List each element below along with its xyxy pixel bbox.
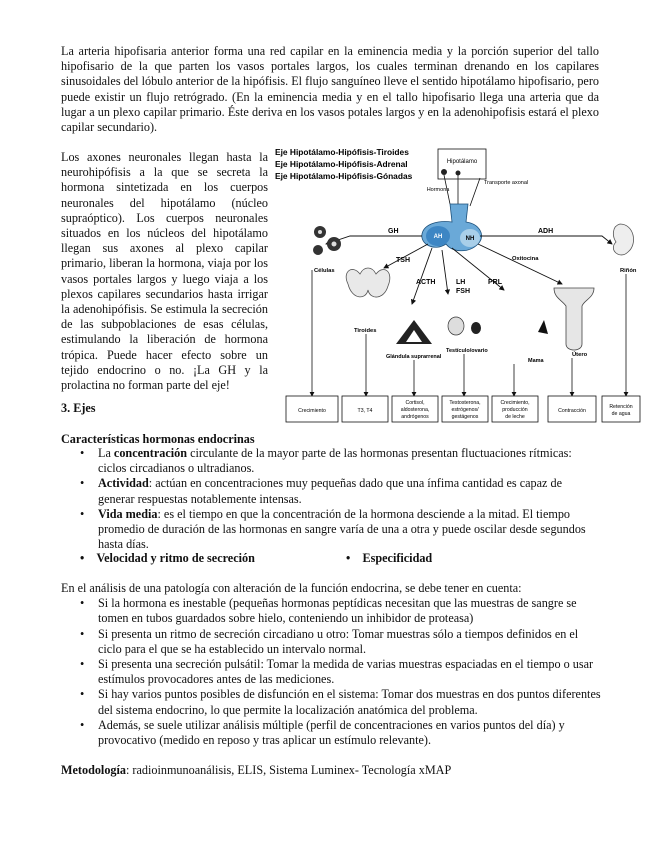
uterus-icon bbox=[554, 288, 594, 350]
prl-label: PRL bbox=[488, 279, 502, 286]
effect-box-label: Testosterona, bbox=[449, 400, 481, 406]
cells-label: Células bbox=[314, 268, 335, 274]
thyroid-icon bbox=[346, 268, 390, 297]
effect-box-label: gestágenos bbox=[451, 414, 479, 420]
oxytocin-label: Oxitocina bbox=[512, 256, 539, 262]
effect-box-label: aldosterona, bbox=[400, 407, 430, 413]
testis-ovary-label: Testículo/ovario bbox=[446, 348, 488, 354]
kidney-label: Riñón bbox=[620, 268, 637, 274]
legend-adrenal: Eje Hipotálamo-Hipófisis-Adrenal bbox=[275, 159, 408, 169]
axonal-transport-label: Transporte axonal bbox=[484, 180, 529, 186]
list-item: • Además, se suele utilizar análisis múltiple (perfil de concentraciones en varios puntos del día) y provocativo (medido en reposo y tras aplicar un estímulo relevante). bbox=[80, 717, 565, 748]
list-item: • Si presenta un ritmo de secreción circadiano u otro: Tomar muestras sólo a tiempos definidos en el ciclo para el que se ha establecido un intervalo normal. bbox=[80, 626, 579, 656]
intro-paragraph: La arteria hipofisaria anterior forma una red capilar en la eminencia media y la porción superior del tallo hipofisario de la que parten los vasos portales largos, los cuales terminan drenando en los capilares sinusoidales del lóbulo anterior de la hipófisis. El flujo sanguíneo lleve el sentido hipotálamo hipofisario, pero puede existir un flujo retrógrado. (En la eminencia media y en el tallo hipofisario llega una arteria que da lugar a un plexo capilar primario. Éste deriva en los vasos potales largos y en la adenohipofisis estará el plexo capilar secundario). bbox=[61, 44, 599, 135]
oxytocin-arrow bbox=[478, 244, 562, 284]
cells-icon bbox=[313, 226, 341, 255]
fsh-label: FSH bbox=[456, 288, 470, 295]
breast-label: Mama bbox=[528, 358, 544, 364]
effect-box-label: de agua bbox=[611, 411, 631, 417]
kidney-icon bbox=[613, 224, 633, 255]
ah-label: AH bbox=[433, 234, 443, 240]
hypothalamus-label: Hipotálamo bbox=[446, 159, 478, 165]
list-item: • Actividad: actúan en concentraciones muy pequeñas dado que una ínfima cantidad es capaz de generar respuestas notablemente intensas. bbox=[80, 476, 562, 506]
thyroid-label: Tiroides bbox=[354, 328, 377, 334]
effect-box-label: T3, T4 bbox=[357, 408, 373, 414]
adh-label: ADH bbox=[538, 228, 554, 235]
gh-label: GH bbox=[388, 228, 399, 235]
neuron-paragraph: Los axones neuronales llegan hasta la neurohipófisis a la que se secreta la hormona sintetizada en los cuerpos neuronales del hipotálamo (núcleo supraóptico). Los cuerpos neuronales situados en los núcleos del hipotálamo llegan sus axones al plexo capilar primario, liberan la hormona, viaja por los vasos portales largos y luego viaja a los plexos capilares secundarios hasta irrigar la adenohipófisis. Se estimula la secreción de las subpoblaciones de esas células, estimulando la liberación de hormona trópica. Puede hacer efecto sobre un tejido endocrino o no. ¡La GH y la prolactina no forman parte del eje! bbox=[61, 150, 268, 393]
lh-label: LH bbox=[456, 279, 466, 286]
testis-ovary-icon bbox=[448, 317, 481, 335]
analysis-intro: En el análisis de una patología con alteración de la función endocrina, se debe tener en cuenta: bbox=[61, 581, 522, 595]
effect-box-label: de leche bbox=[505, 414, 525, 420]
effect-box-label: Crecimiento bbox=[298, 408, 326, 414]
acth-label: ACTH bbox=[416, 279, 436, 286]
effect-box-label: andrógenos bbox=[401, 414, 429, 420]
effect-boxes bbox=[286, 396, 640, 422]
adh-arrow bbox=[480, 236, 612, 244]
effect-box-label: Retención bbox=[609, 404, 633, 410]
analysis-section bbox=[61, 581, 601, 748]
effect-box-label: Cortisol, bbox=[405, 400, 425, 406]
list-item: • Velocidad y ritmo de secreción bbox=[80, 551, 255, 565]
list-item: • La concentración circulante de la mayor parte de las hormonas presentan fluctuaciones rítmicas: ciclos circadianos o ultradianos. bbox=[80, 446, 572, 476]
effect-box-label: Contracción bbox=[558, 408, 586, 414]
effect-box-label: estrógenos/ bbox=[451, 407, 479, 413]
hormone-label: Hormona bbox=[426, 187, 450, 193]
breast-icon bbox=[538, 320, 548, 334]
analysis-list bbox=[61, 596, 601, 748]
adrenal-gland-label: Glándula suprarrenal bbox=[386, 354, 442, 360]
tsh-arrow bbox=[384, 244, 428, 268]
characteristics-title: Características hormonas endocrinas bbox=[61, 432, 255, 446]
characteristics-list bbox=[80, 446, 601, 552]
list-item: • Si presenta una secreción pulsátil: Tomar la medida de varias muestras espaciadas en el tiempo o usar estímulos provocadores antes de las mediciones. bbox=[80, 657, 594, 687]
nh-label: NH bbox=[465, 236, 475, 242]
hypothalamus-pituitary-figure bbox=[272, 144, 642, 426]
uterus-label: Útero bbox=[572, 352, 588, 358]
pituitary-icon bbox=[422, 204, 482, 251]
legend-gonadal: Eje Hipotálamo-Hipófisis-Gónadas bbox=[275, 171, 413, 181]
legend-thyroid: Eje Hipotálamo-Hipófisis-Tiroides bbox=[275, 147, 409, 157]
lh-fsh-arrow bbox=[442, 250, 448, 294]
list-item: • Especificidad bbox=[346, 551, 433, 565]
list-item: • Vida media: es el tiempo en que la concentración de la hormona desciende a la mitad. El tiempo promedio de duración de las hormonas en sangre varía de una a otra y puede oscilar desde segundos hasta días. bbox=[80, 506, 586, 552]
effect-box-label: Crecimiento, bbox=[500, 400, 530, 406]
tsh-label: TSH bbox=[396, 257, 410, 264]
acth-arrow bbox=[412, 248, 432, 304]
section-heading: 3. Ejes bbox=[61, 401, 96, 415]
adrenal-gland-icon bbox=[396, 320, 432, 344]
effect-box-label: producción bbox=[502, 407, 528, 413]
list-item: • Si hay varios puntos posibles de disfunción en el sistema: Tomar dos muestras en dos puntos diferentes del sistema endocrino, lo que permite la localización anatómica del problema. bbox=[80, 687, 601, 717]
list-item: • Si la hormona es inestable (pequeñas hormonas peptídicas necesitan que las muestras de sangre se tomen en tubos guardados sobre hielo, conteniendo un inhibidor de proteasa) bbox=[80, 596, 577, 626]
methodology-line: Metodología: radioinmunoanálisis, ELIS, Sistema Luminex- Tecnología xMAP bbox=[61, 763, 452, 777]
